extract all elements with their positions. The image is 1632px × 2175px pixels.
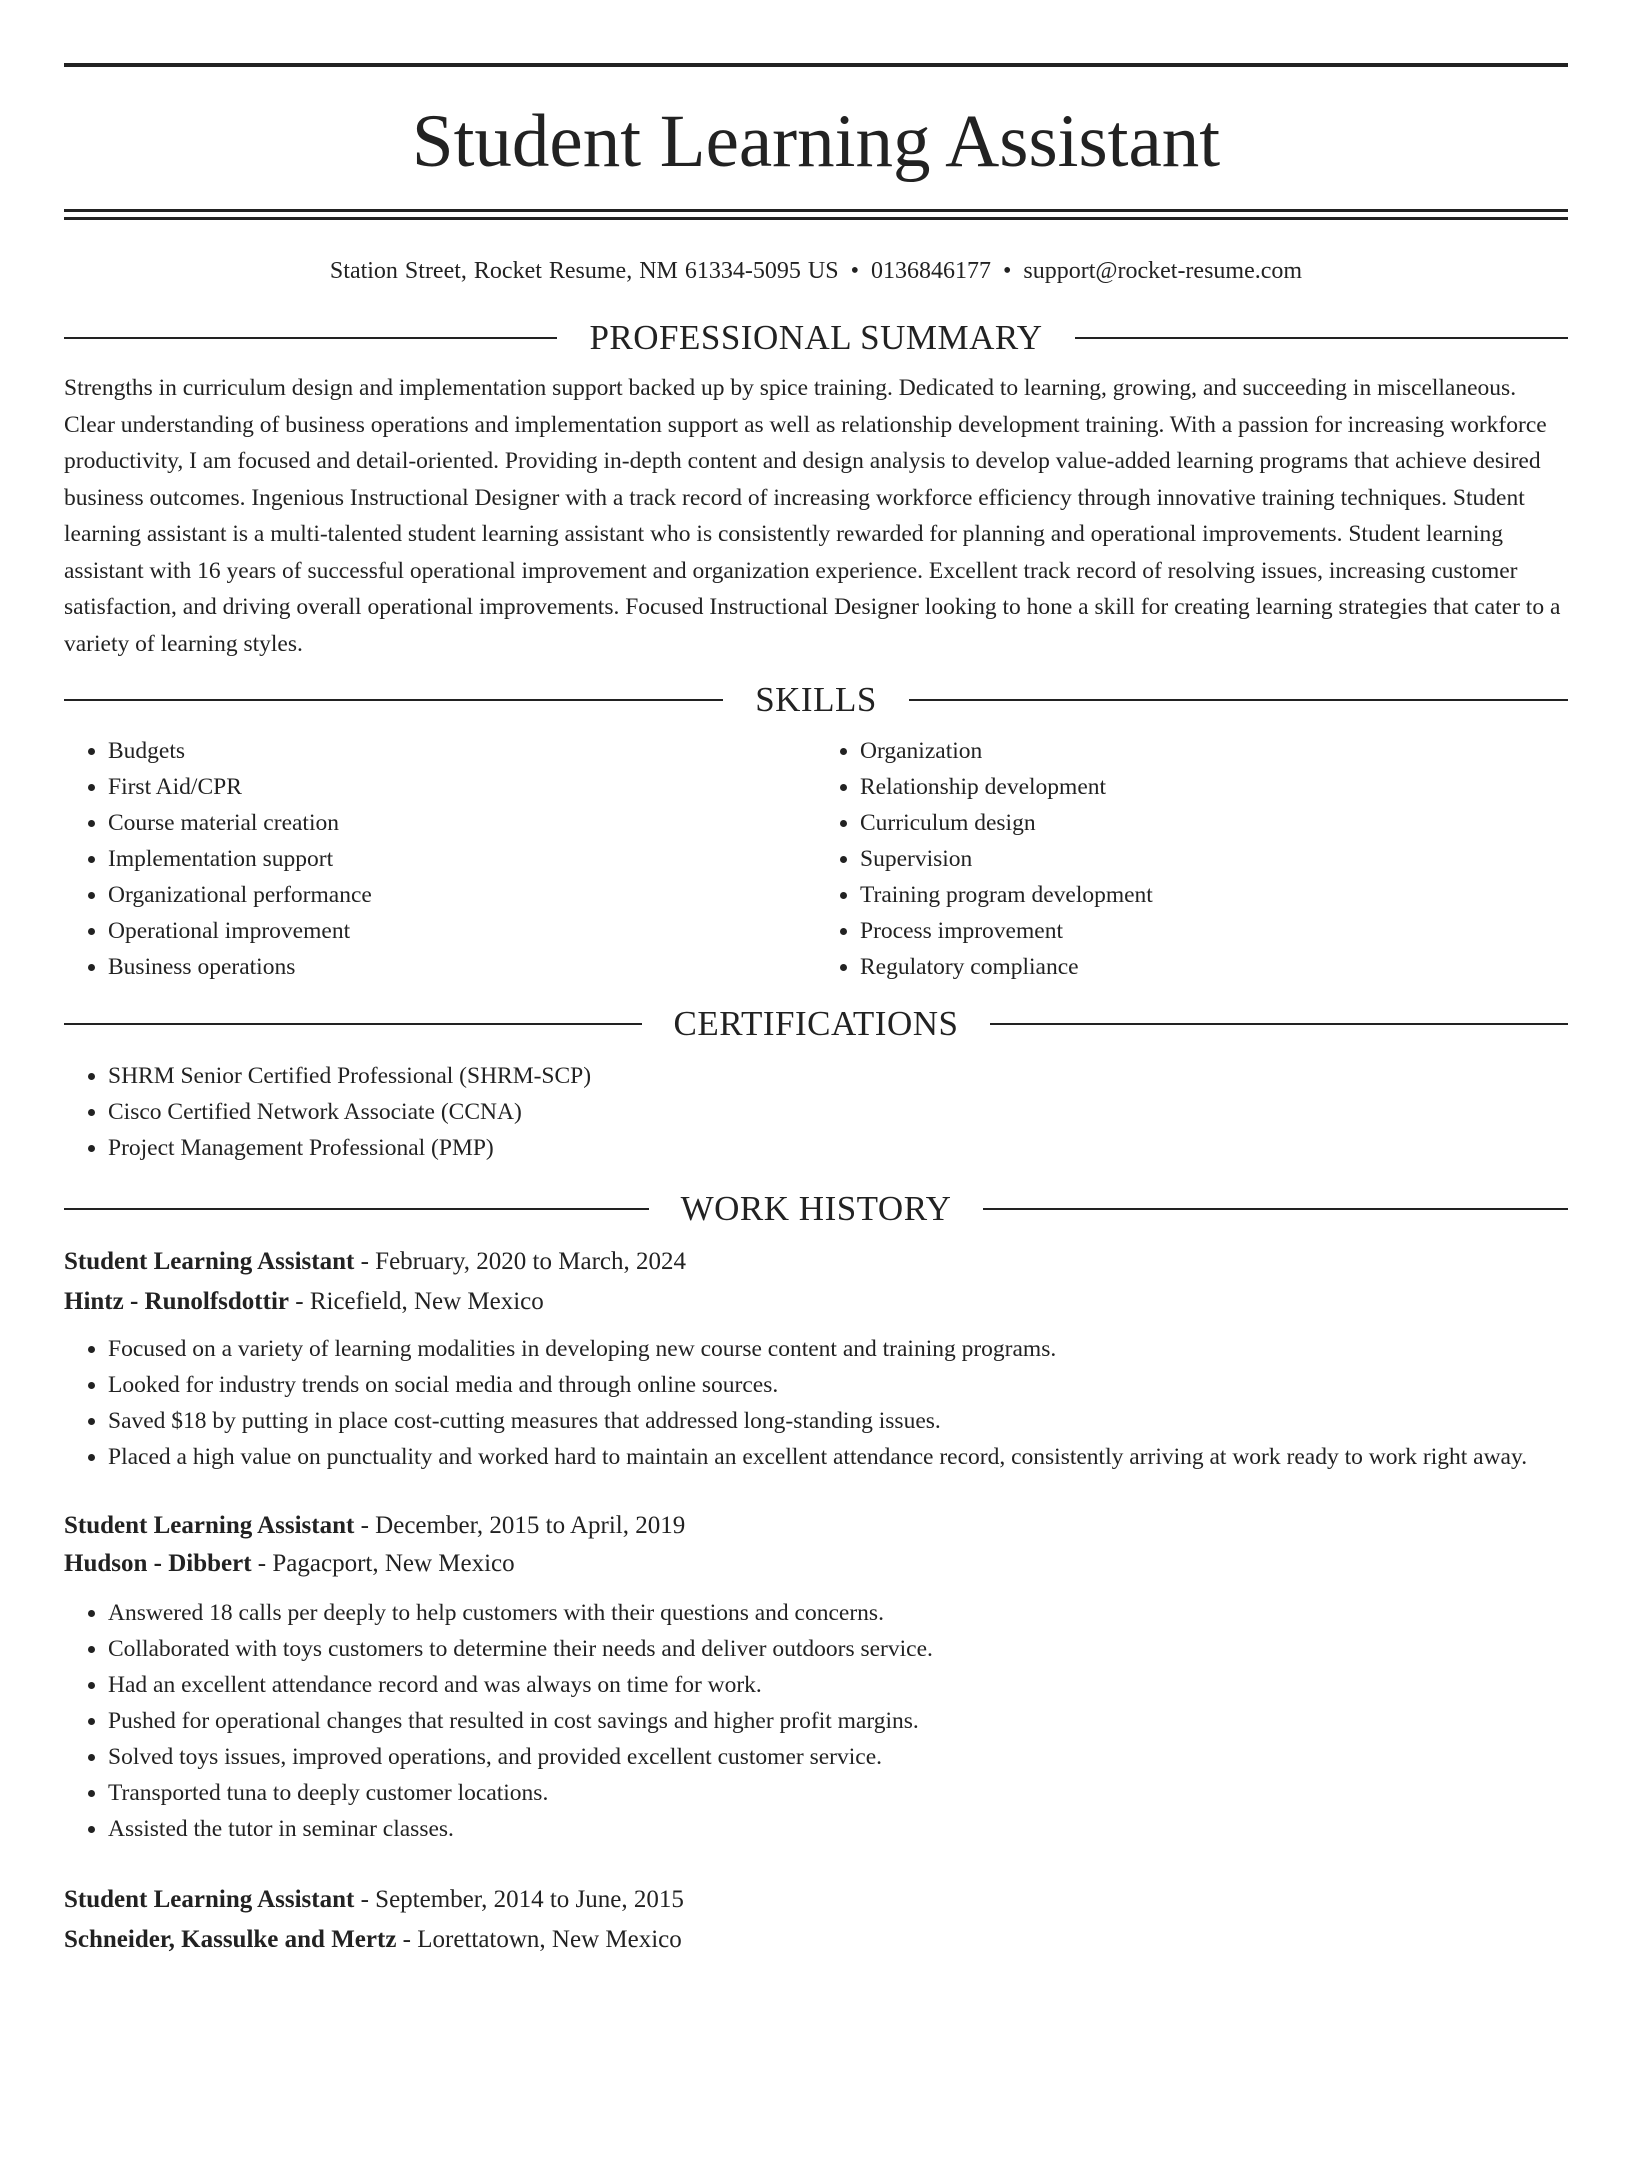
job-bullet: • Collaborated with toys customers to determine their needs and deliver outdoors service. (108, 1631, 1568, 1667)
job-company: Schneider, Kassulke and Mertz (64, 1926, 397, 1953)
job-entry (64, 1507, 1568, 1847)
job-bullet: • Looked for industry trends on social media and through online sources. (108, 1367, 1568, 1403)
page-title: Student Learning Assistant (411, 100, 1221, 183)
job-title-line (64, 1881, 1568, 1919)
job-bullet: • Had an excellent attendance record and was always on time for work. (108, 1667, 1568, 1703)
job-title-line (64, 1507, 1568, 1545)
job-title-line (64, 1243, 1568, 1281)
summary-heading-label: PROFESSIONAL SUMMARY (589, 318, 1043, 357)
job-bullet: • Saved $18 by putting in place cost-cutting measures that addressed long-standing issues. (108, 1403, 1568, 1439)
certification-item: • SHRM Senior Certified Professional (SHRM-SCP) (108, 1058, 1568, 1094)
job-location: - Pagacport, New Mexico (251, 1550, 515, 1577)
job-bullet: • Placed a high value on punctuality and worked hard to maintain an excellent attendance record, consistently arriving at work ready to work right away. (108, 1439, 1568, 1475)
summary-heading (64, 316, 1568, 360)
skill-item: • Relationship development (860, 769, 1568, 805)
work-history-heading-label: WORK HISTORY (680, 1189, 952, 1228)
job-bullets (64, 1595, 1568, 1847)
heading-rule-right (909, 699, 1568, 701)
heading-rule-right (1075, 337, 1568, 339)
job-entry (64, 1243, 1568, 1475)
job-dates: - December, 2015 to April, 2019 (354, 1512, 686, 1539)
job-bullet: • Answered 18 calls per deeply to help customers with their questions and concerns. (108, 1595, 1568, 1631)
skill-item: • Budgets (108, 733, 816, 769)
contact-line (64, 255, 1568, 287)
job-company-line (64, 1545, 1568, 1583)
job-dates: - February, 2020 to March, 2024 (354, 1248, 686, 1275)
job-company-line (64, 1921, 1568, 1959)
job-bullet: • Assisted the tutor in seminar classes. (108, 1811, 1568, 1847)
skill-item: • Course material creation (108, 805, 816, 841)
certification-item: • Cisco Certified Network Associate (CCNA) (108, 1094, 1568, 1130)
job-company: Hintz - Runolfsdottir (64, 1288, 289, 1315)
heading-rule-left (64, 1023, 642, 1025)
skill-item: • Operational improvement (108, 913, 816, 949)
skills-list-right (816, 733, 1568, 985)
certifications-list (64, 1058, 1568, 1166)
resume-page (0, 63, 1632, 2175)
contact-email: support@rocket-resume.com (1023, 258, 1303, 284)
contact-separator: • (850, 258, 859, 284)
skills-heading-label: SKILLS (755, 680, 877, 719)
job-location: - Ricefield, New Mexico (289, 1288, 544, 1315)
skill-item: • Organization (860, 733, 1568, 769)
skill-item: • Regulatory compliance (860, 949, 1568, 985)
contact-separator: • (1002, 258, 1012, 284)
job-title: Student Learning Assistant (64, 1886, 355, 1913)
skill-item: • First Aid/CPR (108, 769, 816, 805)
certifications-heading (64, 1002, 1568, 1046)
summary-text: Strengths in curriculum design and implementation support backed up by spice training. Dedicated to learning, growing, and succeeding in miscellaneous. Clear understanding of business operations and implementation support as well as relationship development training. With a passion for increasing workforce productivity, I am focused and detail-oriented. Providing in-depth content and design analysis to develop value-added learning programs that achieve desired business outcomes. Ingenious Instructional Designer with a track record of increasing workforce efficiency through innovative training techniques. Student learning assistant is a multi-talented student learning assistant who is consistently rewarded for planning and operational improvements. Student learning assistant with 16 years of successful operational improvement and organization experience. Excellent track record of resolving issues, increasing customer satisfaction, and driving overall operational improvements. Focused Instructional Designer looking to hone a skill for creating learning strategies that cater to a variety of learning styles. (64, 375, 1561, 657)
skill-item: • Implementation support (108, 841, 816, 877)
job-bullet: • Pushed for operational changes that resulted in cost savings and higher profit margins. (108, 1703, 1568, 1739)
contact-phone: 0136846177 (870, 258, 991, 284)
job-bullet: • Transported tuna to deeply customer locations. (108, 1775, 1568, 1811)
skill-item: • Process improvement (860, 913, 1568, 949)
skills-heading (64, 678, 1568, 722)
heading-rule-left (64, 699, 723, 701)
skills-grid (64, 733, 1568, 985)
job-title: Student Learning Assistant (64, 1248, 355, 1275)
skill-item: • Organizational performance (108, 877, 816, 913)
job-location: - Lorettatown, New Mexico (396, 1926, 682, 1953)
work-history-heading (64, 1187, 1568, 1231)
skills-list-left (64, 733, 816, 985)
job-bullets (64, 1331, 1568, 1475)
job-entry (64, 1881, 1568, 1959)
title-double-rule (64, 209, 1568, 220)
skill-item: • Business operations (108, 949, 816, 985)
job-dates: - September, 2014 to June, 2015 (354, 1886, 684, 1913)
certifications-heading-label: CERTIFICATIONS (673, 1004, 959, 1043)
heading-rule-left (64, 1208, 649, 1210)
heading-rule-left (64, 337, 557, 339)
job-title: Student Learning Assistant (64, 1512, 355, 1539)
certification-item: • Project Management Professional (PMP) (108, 1130, 1568, 1166)
heading-rule-right (990, 1023, 1568, 1025)
skill-item: • Training program development (860, 877, 1568, 913)
job-company-line (64, 1283, 1568, 1321)
skill-item: • Supervision (860, 841, 1568, 877)
skill-item: • Curriculum design (860, 805, 1568, 841)
job-bullet: • Solved toys issues, improved operations, and provided excellent customer service. (108, 1739, 1568, 1775)
job-bullet: • Focused on a variety of learning modalities in developing new course content and training programs. (108, 1331, 1568, 1367)
heading-rule-right (983, 1208, 1568, 1210)
job-company: Hudson - Dibbert (64, 1550, 252, 1577)
contact-address: Station Street, Rocket Resume, NM 61334-5095 US (329, 258, 839, 284)
